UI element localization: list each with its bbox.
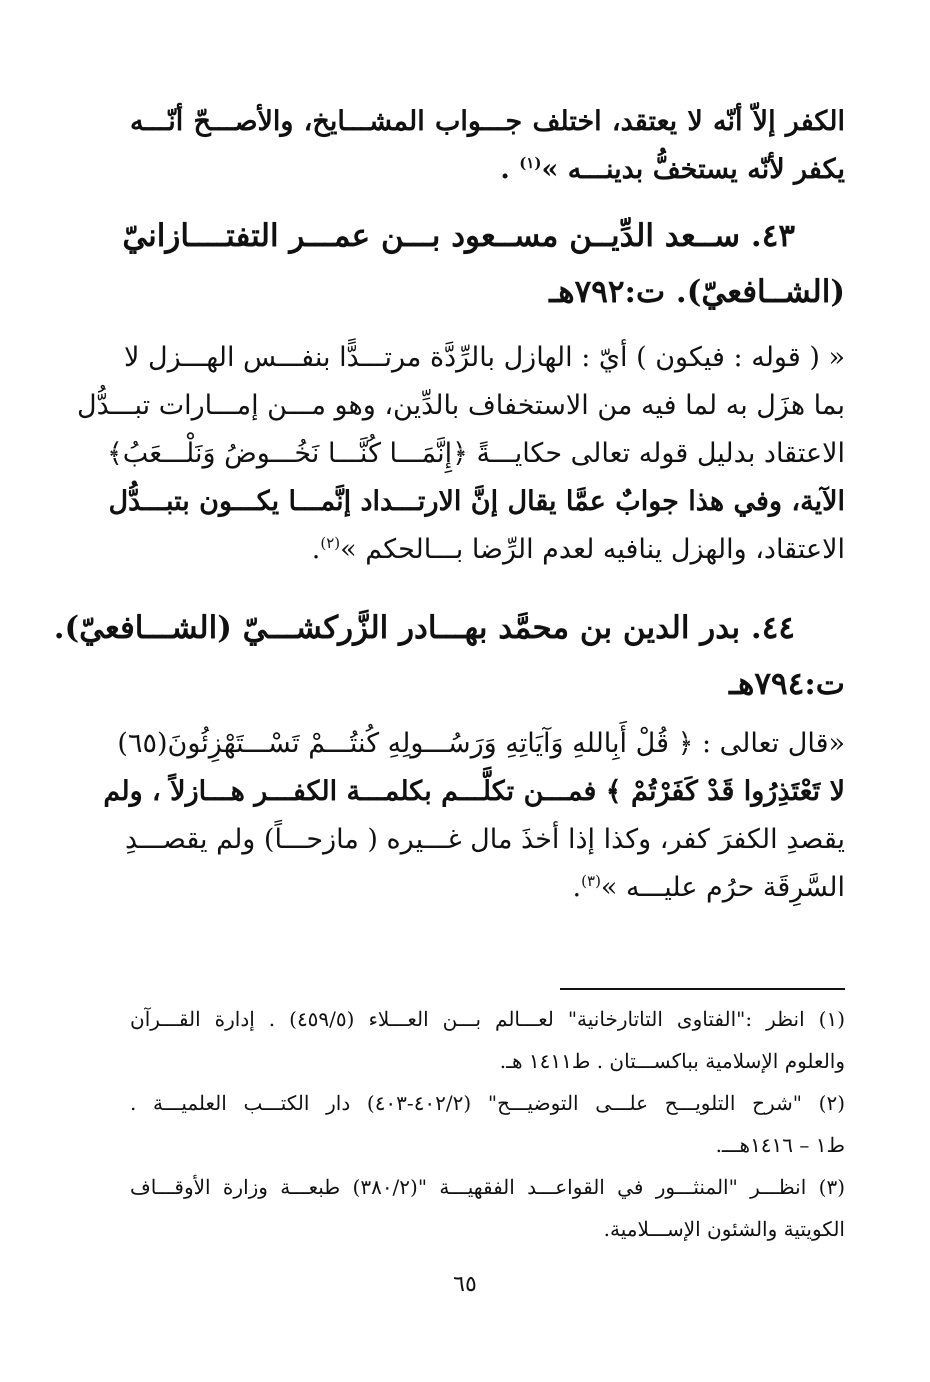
paragraph-2-line-5-text: الاعتقاد، والهزل ينافيه لعدم الرِّضا بـــالحكم » [340, 534, 845, 565]
paragraph-3 [103, 720, 845, 912]
paragraph-3-line-1: «قال تعالى : ﴿ قُلْ أَبِاللهِ وَآيَاتِهِ وَرَسُـــولِهِ كُنتُـــمْ تَسْـــتَهْزِئُونَ(٦٥) [117, 728, 845, 759]
paragraph-3-line-2: لا تَعْتَذِرُوا قَدْ كَفَرْتُمْ ﴾ فمـــن تكلَّـــم بكلمـــة الكفـــر هـــازلاً ، ولم [103, 776, 845, 807]
footnote-ref-1: (١) [519, 154, 542, 172]
paragraph-3-line-4-text: السَّرِقَة حرُم عليـــه » [600, 872, 845, 903]
paragraph-2-line-3: الاعتقاد بدليل قوله تعالى حكايـــةً ﴿إِنَّمَـــا كُنَّـــا نَخُـــوضُ وَنَلْـــعَبُ﴾ [106, 438, 845, 469]
paragraph-1 [130, 98, 845, 194]
footnote-separator [560, 988, 845, 990]
paragraph-1-line-2 [130, 146, 845, 194]
heading-44-line-2: ت:٧٩٤هـ [728, 666, 845, 702]
footnotes [130, 998, 845, 1250]
paragraph-1-end: . [500, 154, 520, 185]
paragraph-3-line-3: يقصدِ الكفرَ كفر، وكذا إذا أخذَ مال غـــيره ( مازحـــاً) ولم يقصـــدِ [125, 824, 845, 855]
paragraph-3-line-4 [130, 864, 845, 912]
footnote-ref-3: (٣) [581, 872, 601, 890]
paragraph-2-line-4: الآية، وفي هذا جوابٌ عمَّا يقال إنَّ الارتـــداد إنَّمـــا يكـــون بتبـــدُّل [108, 486, 845, 517]
paragraph-1-line-1: الكفر إلاّ أنّه لا يعتقد، اختلف جـــواب المشـــايخ، والأصـــحّ أنّـــه [130, 106, 845, 137]
footnote-2-line-1: (٢) "شرح التلويـــح علـــى التوضيـــح" (٤٠٢/٢-٤٠٣) دار الكتـــب العلميـــة . [130, 1091, 845, 1115]
heading-44-line-1: ٤٤. بدر الدين بن محمَّد بهـــادر الزَّركشـــيّ (الشـــافعيّ). [53, 610, 795, 646]
heading-43-line-2: (الشــافعيّ). ت:٧٩٢هـ [549, 274, 845, 310]
footnote-1-line-1: (١) انظر :"الفتاوى التاتارخانية" لعـــالم بـــن العـــلاء (٤٥٩/٥) . إدارة القـــرآن [130, 1007, 845, 1031]
paragraph-1-line-2-text: يكفر لأنّه يستخفُّ بدينـــه » [541, 154, 845, 185]
paragraph-2 [76, 334, 845, 574]
heading-43-line-1: ٤٣. ســعد الدِّيــن مســعود بـــن عمـــر التفتــــازانيّ [122, 218, 795, 254]
paragraph-3-end: . [572, 872, 582, 903]
paragraph-2-line-5 [130, 526, 845, 574]
heading-44 [53, 600, 845, 712]
paragraph-2-end: . [311, 534, 321, 565]
footnote-3-line-2: الكويتية والشئون الإســـلامية. [603, 1217, 845, 1241]
footnote-2-line-2: ط١ – ١٤١٦هـــ. [715, 1133, 845, 1157]
heading-43 [122, 208, 845, 320]
footnote-3-line-1: (٣) انظـــر "المنثـــور في القواعـــد الفقهيـــة "(٣٨٠/٢) طبعـــة وزارة الأوقـــاف [130, 1175, 845, 1199]
paragraph-2-line-1: « ( قوله : فيكون ) أيّ : الهازل بالرِّدَّة مرتـــدًّا بنفـــس الهـــزل لا [124, 342, 845, 373]
footnote-ref-2: (٢) [320, 534, 341, 552]
footnote-1-line-2: والعلوم الإسلامية بباكســـتان . ط١٤١١ هـ. [499, 1049, 845, 1073]
page-number: ٦٥ [453, 1272, 477, 1297]
paragraph-2-line-2: بما هزَل به لما فيه من الاستخفاف بالدِّين، وهو مـــن إمـــارات تبـــدُّل [76, 390, 845, 421]
